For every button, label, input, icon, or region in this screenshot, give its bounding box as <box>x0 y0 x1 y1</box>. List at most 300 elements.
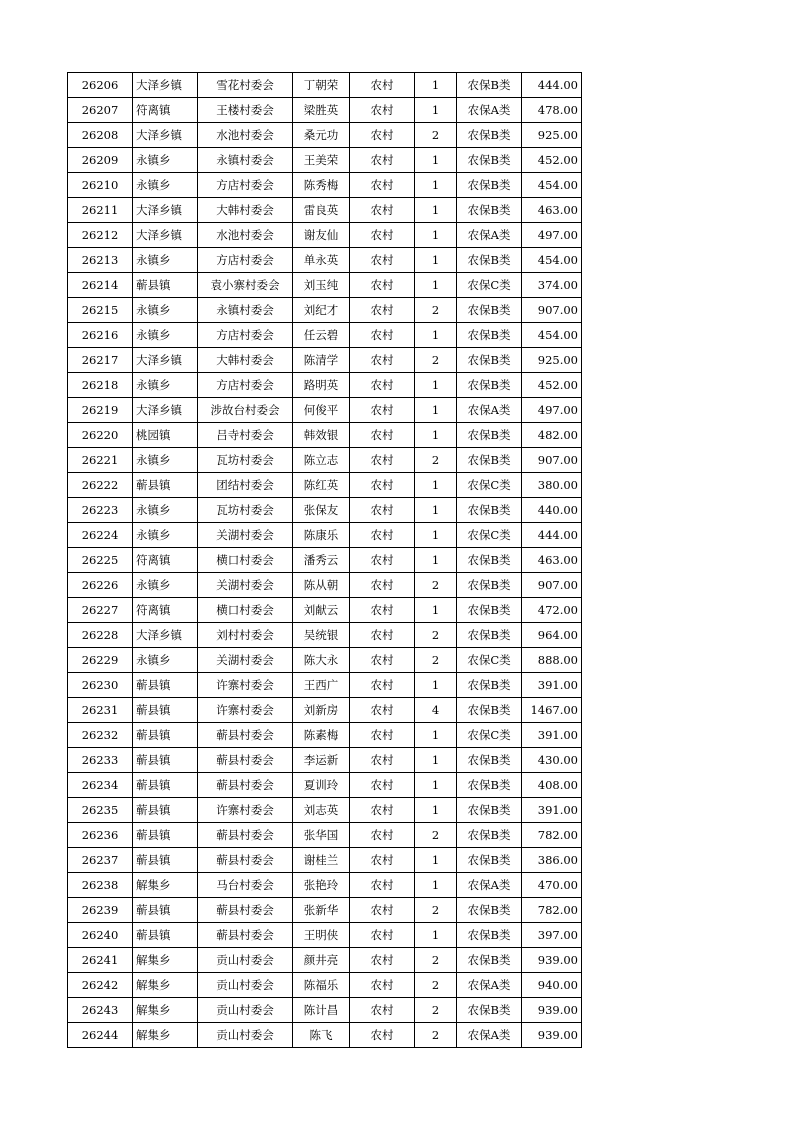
household-count-cell: 2 <box>415 623 457 648</box>
table-row <box>68 248 582 273</box>
insurance-category-cell: 农保B类 <box>457 798 522 823</box>
record-id-cell: 26238 <box>68 873 133 898</box>
table-row <box>68 298 582 323</box>
insurance-category-cell: 农保B类 <box>457 823 522 848</box>
person-name-cell: 刘玉纯 <box>293 273 350 298</box>
record-id-cell: 26228 <box>68 623 133 648</box>
person-name-cell: 单永英 <box>293 248 350 273</box>
person-name-cell: 雷良英 <box>293 198 350 223</box>
insurance-category-cell: 农保B类 <box>457 898 522 923</box>
amount-cell: 463.00 <box>522 198 582 223</box>
table-row <box>68 123 582 148</box>
insurance-category-cell: 农保A类 <box>457 973 522 998</box>
village-committee-cell: 瓦坊村委会 <box>198 498 293 523</box>
record-id-cell: 26223 <box>68 498 133 523</box>
town-cell: 永镇乡 <box>133 498 198 523</box>
household-count-cell: 1 <box>415 598 457 623</box>
household-count-cell: 1 <box>415 423 457 448</box>
residence-type-cell: 农村 <box>350 698 415 723</box>
village-committee-cell: 大韩村委会 <box>198 348 293 373</box>
household-count-cell: 2 <box>415 573 457 598</box>
village-committee-cell: 马台村委会 <box>198 873 293 898</box>
record-id-cell: 26237 <box>68 848 133 873</box>
table-row <box>68 748 582 773</box>
amount-cell: 925.00 <box>522 123 582 148</box>
residence-type-cell: 农村 <box>350 798 415 823</box>
amount-cell: 907.00 <box>522 298 582 323</box>
table-row <box>68 598 582 623</box>
amount-cell: 430.00 <box>522 748 582 773</box>
record-id-cell: 26215 <box>68 298 133 323</box>
town-cell: 大泽乡镇 <box>133 223 198 248</box>
village-committee-cell: 贡山村委会 <box>198 998 293 1023</box>
town-cell: 永镇乡 <box>133 173 198 198</box>
table-row <box>68 873 582 898</box>
residence-type-cell: 农村 <box>350 673 415 698</box>
person-name-cell: 陈从朝 <box>293 573 350 598</box>
person-name-cell: 刘新房 <box>293 698 350 723</box>
household-count-cell: 1 <box>415 498 457 523</box>
residence-type-cell: 农村 <box>350 773 415 798</box>
record-id-cell: 26230 <box>68 673 133 698</box>
residence-type-cell: 农村 <box>350 298 415 323</box>
table-row <box>68 848 582 873</box>
village-committee-cell: 涉故台村委会 <box>198 398 293 423</box>
residence-type-cell: 农村 <box>350 223 415 248</box>
table-row <box>68 223 582 248</box>
household-count-cell: 2 <box>415 948 457 973</box>
residence-type-cell: 农村 <box>350 498 415 523</box>
record-id-cell: 26209 <box>68 148 133 173</box>
person-name-cell: 张新华 <box>293 898 350 923</box>
record-id-cell: 26217 <box>68 348 133 373</box>
town-cell: 永镇乡 <box>133 523 198 548</box>
insurance-category-cell: 农保A类 <box>457 1023 522 1048</box>
amount-cell: 940.00 <box>522 973 582 998</box>
insurance-category-cell: 农保B类 <box>457 998 522 1023</box>
record-id-cell: 26211 <box>68 198 133 223</box>
person-name-cell: 桑元功 <box>293 123 350 148</box>
household-count-cell: 1 <box>415 273 457 298</box>
person-name-cell: 张保友 <box>293 498 350 523</box>
residence-type-cell: 农村 <box>350 848 415 873</box>
residence-type-cell: 农村 <box>350 873 415 898</box>
town-cell: 解集乡 <box>133 873 198 898</box>
residence-type-cell: 农村 <box>350 148 415 173</box>
residence-type-cell: 农村 <box>350 98 415 123</box>
table-row <box>68 1023 582 1048</box>
household-count-cell: 1 <box>415 98 457 123</box>
town-cell: 大泽乡镇 <box>133 348 198 373</box>
residence-type-cell: 农村 <box>350 523 415 548</box>
residence-type-cell: 农村 <box>350 323 415 348</box>
table-row <box>68 973 582 998</box>
residence-type-cell: 农村 <box>350 923 415 948</box>
household-count-cell: 1 <box>415 923 457 948</box>
village-committee-cell: 贡山村委会 <box>198 973 293 998</box>
residence-type-cell: 农村 <box>350 948 415 973</box>
record-id-cell: 26214 <box>68 273 133 298</box>
village-committee-cell: 方店村委会 <box>198 373 293 398</box>
town-cell: 符离镇 <box>133 548 198 573</box>
record-id-cell: 26232 <box>68 723 133 748</box>
amount-cell: 939.00 <box>522 948 582 973</box>
village-committee-cell: 永镇村委会 <box>198 148 293 173</box>
insurance-category-cell: 农保B类 <box>457 773 522 798</box>
person-name-cell: 陈立志 <box>293 448 350 473</box>
insurance-category-cell: 农保B类 <box>457 198 522 223</box>
town-cell: 蕲县镇 <box>133 798 198 823</box>
town-cell: 蕲县镇 <box>133 923 198 948</box>
household-count-cell: 1 <box>415 873 457 898</box>
household-count-cell: 1 <box>415 323 457 348</box>
amount-cell: 391.00 <box>522 798 582 823</box>
town-cell: 大泽乡镇 <box>133 123 198 148</box>
person-name-cell: 刘献云 <box>293 598 350 623</box>
household-count-cell: 2 <box>415 123 457 148</box>
residence-type-cell: 农村 <box>350 998 415 1023</box>
insurance-category-cell: 农保C类 <box>457 523 522 548</box>
village-committee-cell: 瓦坊村委会 <box>198 448 293 473</box>
record-id-cell: 26225 <box>68 548 133 573</box>
town-cell: 蕲县镇 <box>133 898 198 923</box>
amount-cell: 397.00 <box>522 923 582 948</box>
record-id-cell: 26216 <box>68 323 133 348</box>
record-id-cell: 26227 <box>68 598 133 623</box>
amount-cell: 939.00 <box>522 998 582 1023</box>
person-name-cell: 路明英 <box>293 373 350 398</box>
residence-type-cell: 农村 <box>350 623 415 648</box>
residence-type-cell: 农村 <box>350 398 415 423</box>
table-row <box>68 923 582 948</box>
residence-type-cell: 农村 <box>350 648 415 673</box>
town-cell: 永镇乡 <box>133 323 198 348</box>
town-cell: 解集乡 <box>133 1023 198 1048</box>
amount-cell: 440.00 <box>522 498 582 523</box>
insurance-category-cell: 农保B类 <box>457 673 522 698</box>
amount-cell: 782.00 <box>522 823 582 848</box>
amount-cell: 907.00 <box>522 448 582 473</box>
person-name-cell: 陈大永 <box>293 648 350 673</box>
town-cell: 解集乡 <box>133 948 198 973</box>
table-row <box>68 198 582 223</box>
insurance-category-cell: 农保C类 <box>457 648 522 673</box>
insurance-category-cell: 农保B类 <box>457 698 522 723</box>
person-name-cell: 刘纪才 <box>293 298 350 323</box>
village-committee-cell: 蕲县村委会 <box>198 823 293 848</box>
village-committee-cell: 刘村村委会 <box>198 623 293 648</box>
insurance-category-cell: 农保B类 <box>457 448 522 473</box>
household-count-cell: 4 <box>415 698 457 723</box>
village-committee-cell: 水池村委会 <box>198 223 293 248</box>
person-name-cell: 王明侠 <box>293 923 350 948</box>
town-cell: 永镇乡 <box>133 248 198 273</box>
person-name-cell: 刘志英 <box>293 798 350 823</box>
table-row <box>68 648 582 673</box>
village-committee-cell: 许寨村委会 <box>198 698 293 723</box>
person-name-cell: 丁朝荣 <box>293 73 350 98</box>
record-id-cell: 26244 <box>68 1023 133 1048</box>
record-id-cell: 26206 <box>68 73 133 98</box>
person-name-cell: 颜井亮 <box>293 948 350 973</box>
village-committee-cell: 关湖村委会 <box>198 648 293 673</box>
household-count-cell: 1 <box>415 398 457 423</box>
record-id-cell: 26239 <box>68 898 133 923</box>
amount-cell: 482.00 <box>522 423 582 448</box>
amount-cell: 472.00 <box>522 598 582 623</box>
town-cell: 大泽乡镇 <box>133 623 198 648</box>
table-row <box>68 73 582 98</box>
household-count-cell: 1 <box>415 148 457 173</box>
insurance-category-cell: 农保C类 <box>457 273 522 298</box>
person-name-cell: 陈飞 <box>293 1023 350 1048</box>
table-row <box>68 948 582 973</box>
household-count-cell: 2 <box>415 823 457 848</box>
town-cell: 解集乡 <box>133 998 198 1023</box>
insurance-category-cell: 农保B类 <box>457 323 522 348</box>
insurance-category-cell: 农保B类 <box>457 148 522 173</box>
town-cell: 永镇乡 <box>133 648 198 673</box>
record-id-cell: 26222 <box>68 473 133 498</box>
village-committee-cell: 方店村委会 <box>198 248 293 273</box>
amount-cell: 391.00 <box>522 723 582 748</box>
residence-type-cell: 农村 <box>350 448 415 473</box>
insurance-category-cell: 农保B类 <box>457 573 522 598</box>
residence-type-cell: 农村 <box>350 173 415 198</box>
record-id-cell: 26221 <box>68 448 133 473</box>
table-row <box>68 723 582 748</box>
amount-cell: 925.00 <box>522 348 582 373</box>
residence-type-cell: 农村 <box>350 548 415 573</box>
table-row <box>68 348 582 373</box>
person-name-cell: 谢友仙 <box>293 223 350 248</box>
insurance-category-cell: 农保B类 <box>457 73 522 98</box>
records-table <box>67 72 582 1048</box>
amount-cell: 782.00 <box>522 898 582 923</box>
table-row <box>68 998 582 1023</box>
insurance-category-cell: 农保B类 <box>457 348 522 373</box>
person-name-cell: 王美荣 <box>293 148 350 173</box>
record-id-cell: 26231 <box>68 698 133 723</box>
town-cell: 大泽乡镇 <box>133 398 198 423</box>
village-committee-cell: 方店村委会 <box>198 323 293 348</box>
village-committee-cell: 关湖村委会 <box>198 573 293 598</box>
record-id-cell: 26233 <box>68 748 133 773</box>
table-row <box>68 773 582 798</box>
residence-type-cell: 农村 <box>350 198 415 223</box>
household-count-cell: 1 <box>415 848 457 873</box>
table-row <box>68 473 582 498</box>
table-row <box>68 623 582 648</box>
village-committee-cell: 蕲县村委会 <box>198 898 293 923</box>
village-committee-cell: 贡山村委会 <box>198 1023 293 1048</box>
residence-type-cell: 农村 <box>350 748 415 773</box>
person-name-cell: 何俊平 <box>293 398 350 423</box>
person-name-cell: 陈计昌 <box>293 998 350 1023</box>
household-count-cell: 1 <box>415 73 457 98</box>
town-cell: 蕲县镇 <box>133 698 198 723</box>
amount-cell: 463.00 <box>522 548 582 573</box>
town-cell: 蕲县镇 <box>133 473 198 498</box>
village-committee-cell: 雪花村委会 <box>198 73 293 98</box>
town-cell: 蕲县镇 <box>133 748 198 773</box>
table-row <box>68 823 582 848</box>
amount-cell: 386.00 <box>522 848 582 873</box>
residence-type-cell: 农村 <box>350 73 415 98</box>
town-cell: 大泽乡镇 <box>133 198 198 223</box>
table-row <box>68 548 582 573</box>
insurance-category-cell: 农保B类 <box>457 848 522 873</box>
household-count-cell: 1 <box>415 373 457 398</box>
person-name-cell: 夏训玲 <box>293 773 350 798</box>
household-count-cell: 1 <box>415 798 457 823</box>
insurance-category-cell: 农保A类 <box>457 873 522 898</box>
person-name-cell: 吴统银 <box>293 623 350 648</box>
record-id-cell: 26220 <box>68 423 133 448</box>
household-count-cell: 1 <box>415 723 457 748</box>
record-id-cell: 26218 <box>68 373 133 398</box>
household-count-cell: 1 <box>415 748 457 773</box>
village-committee-cell: 许寨村委会 <box>198 673 293 698</box>
village-committee-cell: 关湖村委会 <box>198 523 293 548</box>
insurance-category-cell: 农保B类 <box>457 623 522 648</box>
person-name-cell: 谢桂兰 <box>293 848 350 873</box>
village-committee-cell: 王楼村委会 <box>198 98 293 123</box>
person-name-cell: 陈素梅 <box>293 723 350 748</box>
amount-cell: 454.00 <box>522 248 582 273</box>
household-count-cell: 1 <box>415 673 457 698</box>
amount-cell: 1467.00 <box>522 698 582 723</box>
insurance-category-cell: 农保B类 <box>457 298 522 323</box>
table-row <box>68 673 582 698</box>
amount-cell: 374.00 <box>522 273 582 298</box>
insurance-category-cell: 农保B类 <box>457 373 522 398</box>
residence-type-cell: 农村 <box>350 373 415 398</box>
town-cell: 永镇乡 <box>133 298 198 323</box>
table-row <box>68 798 582 823</box>
village-committee-cell: 许寨村委会 <box>198 798 293 823</box>
household-count-cell: 1 <box>415 548 457 573</box>
record-id-cell: 26210 <box>68 173 133 198</box>
person-name-cell: 李运新 <box>293 748 350 773</box>
person-name-cell: 张艳玲 <box>293 873 350 898</box>
household-count-cell: 2 <box>415 448 457 473</box>
residence-type-cell: 农村 <box>350 423 415 448</box>
table-row <box>68 448 582 473</box>
amount-cell: 497.00 <box>522 223 582 248</box>
household-count-cell: 1 <box>415 223 457 248</box>
household-count-cell: 1 <box>415 248 457 273</box>
person-name-cell: 陈清学 <box>293 348 350 373</box>
table-row <box>68 373 582 398</box>
town-cell: 符离镇 <box>133 98 198 123</box>
insurance-category-cell: 农保C类 <box>457 723 522 748</box>
household-count-cell: 1 <box>415 198 457 223</box>
village-committee-cell: 横口村委会 <box>198 598 293 623</box>
table-row <box>68 698 582 723</box>
amount-cell: 470.00 <box>522 873 582 898</box>
village-committee-cell: 蕲县村委会 <box>198 748 293 773</box>
town-cell: 永镇乡 <box>133 573 198 598</box>
residence-type-cell: 农村 <box>350 823 415 848</box>
town-cell: 符离镇 <box>133 598 198 623</box>
table-row <box>68 273 582 298</box>
table-row <box>68 498 582 523</box>
town-cell: 大泽乡镇 <box>133 73 198 98</box>
village-committee-cell: 方店村委会 <box>198 173 293 198</box>
record-id-cell: 26224 <box>68 523 133 548</box>
insurance-category-cell: 农保C类 <box>457 473 522 498</box>
record-id-cell: 26242 <box>68 973 133 998</box>
person-name-cell: 韩效银 <box>293 423 350 448</box>
insurance-category-cell: 农保B类 <box>457 173 522 198</box>
residence-type-cell: 农村 <box>350 248 415 273</box>
person-name-cell: 潘秀云 <box>293 548 350 573</box>
record-id-cell: 26213 <box>68 248 133 273</box>
village-committee-cell: 大韩村委会 <box>198 198 293 223</box>
residence-type-cell: 农村 <box>350 973 415 998</box>
village-committee-cell: 永镇村委会 <box>198 298 293 323</box>
amount-cell: 391.00 <box>522 673 582 698</box>
record-id-cell: 26219 <box>68 398 133 423</box>
residence-type-cell: 农村 <box>350 723 415 748</box>
amount-cell: 444.00 <box>522 73 582 98</box>
town-cell: 蕲县镇 <box>133 848 198 873</box>
table-row <box>68 173 582 198</box>
residence-type-cell: 农村 <box>350 473 415 498</box>
table-row <box>68 148 582 173</box>
household-count-cell: 1 <box>415 523 457 548</box>
person-name-cell: 王西广 <box>293 673 350 698</box>
record-id-cell: 26236 <box>68 823 133 848</box>
record-id-cell: 26240 <box>68 923 133 948</box>
village-committee-cell: 贡山村委会 <box>198 948 293 973</box>
amount-cell: 444.00 <box>522 523 582 548</box>
town-cell: 桃园镇 <box>133 423 198 448</box>
amount-cell: 380.00 <box>522 473 582 498</box>
town-cell: 蕲县镇 <box>133 273 198 298</box>
village-committee-cell: 横口村委会 <box>198 548 293 573</box>
household-count-cell: 2 <box>415 998 457 1023</box>
record-id-cell: 26226 <box>68 573 133 598</box>
town-cell: 解集乡 <box>133 973 198 998</box>
record-id-cell: 26212 <box>68 223 133 248</box>
village-committee-cell: 蕲县村委会 <box>198 848 293 873</box>
insurance-category-cell: 农保B类 <box>457 548 522 573</box>
amount-cell: 888.00 <box>522 648 582 673</box>
village-committee-cell: 袁小寨村委会 <box>198 273 293 298</box>
record-id-cell: 26241 <box>68 948 133 973</box>
town-cell: 蕲县镇 <box>133 673 198 698</box>
amount-cell: 939.00 <box>522 1023 582 1048</box>
insurance-category-cell: 农保B类 <box>457 923 522 948</box>
table-row <box>68 323 582 348</box>
amount-cell: 478.00 <box>522 98 582 123</box>
record-id-cell: 26208 <box>68 123 133 148</box>
amount-cell: 452.00 <box>522 373 582 398</box>
residence-type-cell: 农村 <box>350 123 415 148</box>
town-cell: 永镇乡 <box>133 148 198 173</box>
village-committee-cell: 蕲县村委会 <box>198 923 293 948</box>
town-cell: 蕲县镇 <box>133 823 198 848</box>
person-name-cell: 任云碧 <box>293 323 350 348</box>
table-row <box>68 423 582 448</box>
person-name-cell: 张华国 <box>293 823 350 848</box>
residence-type-cell: 农村 <box>350 898 415 923</box>
record-id-cell: 26235 <box>68 798 133 823</box>
table-row <box>68 898 582 923</box>
table-row <box>68 398 582 423</box>
